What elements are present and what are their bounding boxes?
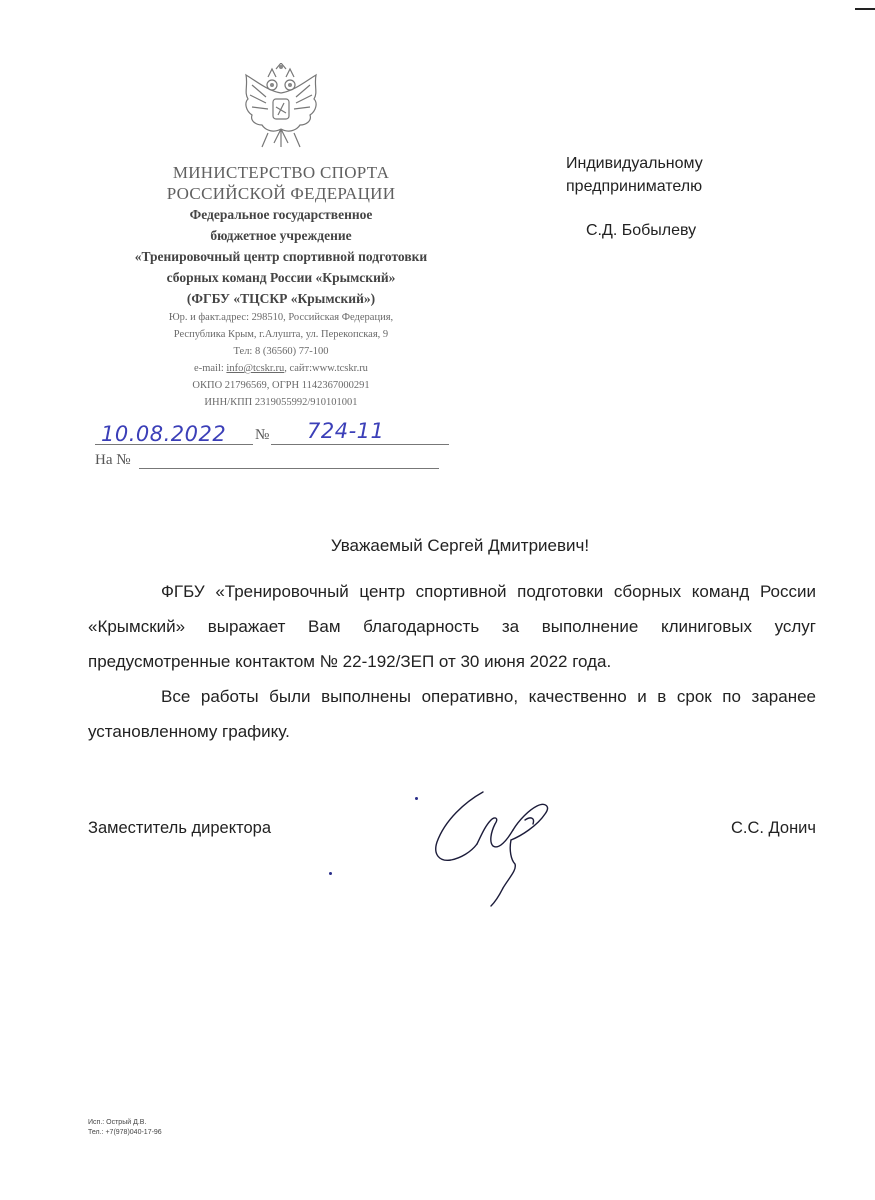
reference-label: На №	[95, 452, 131, 468]
org-line: бюджетное учреждение	[210, 228, 352, 243]
org-line: сборных команд России «Крымский»	[166, 270, 396, 285]
org-line: Федеральное государственное	[189, 207, 373, 222]
number-sign: №	[255, 427, 270, 443]
site-text: , сайт:www.tcskr.ru	[284, 363, 368, 374]
email-link[interactable]: info@tcskr.ru	[226, 363, 285, 374]
registration-line	[95, 419, 445, 446]
email-label: e-mail:	[194, 363, 227, 374]
date-underline	[95, 444, 253, 445]
org-line: «Тренировочный центр спортивной подготовки	[134, 249, 428, 264]
phone-line: Тел: 8 (36560) 77-100	[233, 346, 329, 357]
registration-number: 724-11	[307, 419, 385, 443]
ministry-name-line1: МИНИСТЕРСТВО СПОРТА	[172, 163, 390, 182]
addressee-line1: Индивидуальному	[566, 155, 703, 172]
signer-name: С.С. Донич	[730, 819, 816, 837]
letterhead	[100, 162, 462, 411]
number-underline	[271, 444, 449, 445]
body-paragraph: Все работы были выполнены оперативно, качественно и в срок по заранее установленному графику.	[88, 687, 816, 741]
address-line1: Юр. и факт.адрес: 298510, Российская Федерация,	[168, 312, 394, 323]
signature-icon	[425, 780, 575, 910]
reference-underline	[139, 468, 439, 469]
address-line2: Республика Крым, г.Алушта, ул. Перекопская, 9	[173, 329, 389, 340]
executor-phone: Тел.: +7(978)040-17-96	[88, 1129, 162, 1136]
body-paragraph: ФГБУ «Тренировочный центр спортивной подготовки сборных команд России «Крымский» выражает Вам благодарность за выполнение клиниговых услуг предусмотренные контактом № 22-192/ЗЕП от 30 июня 2022 года.	[88, 582, 816, 671]
contact-line	[100, 360, 462, 377]
okpo-ogrn-line: ОКПО 21796569, ОГРН 1142367000291	[192, 380, 370, 391]
addressee-line2: предпринимателю	[566, 178, 703, 195]
reference-line	[95, 450, 445, 474]
inn-kpp-line: ИНН/КПП 2319055992/910101001	[204, 397, 358, 408]
executor-line: Исп.: Острый Д.В.	[88, 1119, 147, 1126]
corner-mark	[855, 8, 875, 10]
addressee-name: С.Д. Бобылеву	[586, 222, 697, 239]
footer	[88, 1118, 162, 1138]
signer-position: Заместитель директора	[88, 819, 271, 837]
letter-body	[88, 574, 816, 749]
ink-dot	[415, 797, 418, 800]
registration-date: 10.08.2022	[101, 422, 227, 446]
ministry-name-line2: РОССИЙСКОЙ ФЕДЕРАЦИИ	[166, 184, 396, 203]
ink-dot	[329, 872, 332, 875]
salutation: Уважаемый Сергей Дмитриевич!	[330, 536, 590, 555]
org-line: (ФГБУ «ТЦСКР «Крымский»)	[186, 291, 376, 306]
coat-of-arms-icon	[238, 63, 324, 153]
addressee	[566, 152, 786, 242]
